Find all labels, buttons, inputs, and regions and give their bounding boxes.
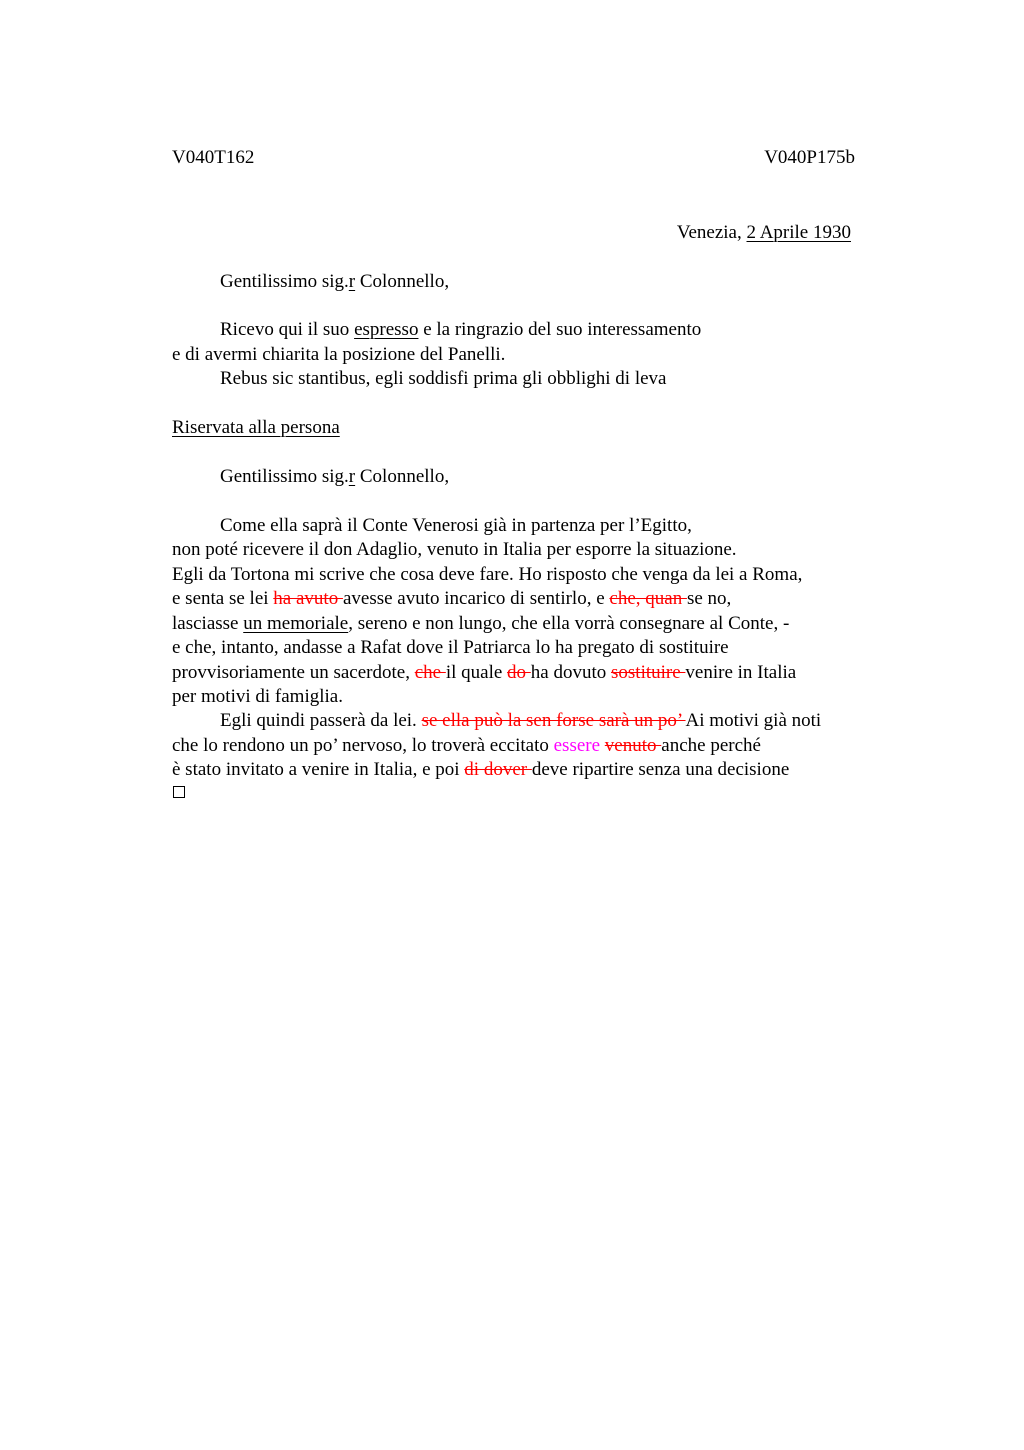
letter2-line: per motivi di famiglia. bbox=[172, 686, 343, 707]
salutation-abbrev: r bbox=[348, 271, 356, 292]
salutation-1 bbox=[220, 270, 449, 294]
letter2-line bbox=[172, 758, 789, 782]
date-line bbox=[677, 221, 851, 245]
right-code: V040P175b bbox=[764, 147, 855, 168]
salutation-text: Colonnello, bbox=[355, 466, 450, 487]
deleted-text: venuto bbox=[604, 735, 662, 756]
text-run: deve ripartire senza una decisione bbox=[531, 759, 790, 780]
letter2-line bbox=[172, 734, 761, 758]
text-run: Ai motivi già noti bbox=[685, 710, 822, 731]
end-box-icon bbox=[173, 786, 185, 798]
deleted-text: che, quan bbox=[609, 588, 687, 609]
salutation-abbrev: r bbox=[348, 466, 356, 487]
text-run: e la ringrazio del suo interessamento bbox=[418, 319, 702, 340]
text-run: se no, bbox=[686, 588, 732, 609]
deleted-text: ha avuto bbox=[273, 588, 343, 609]
text-run: , sereno e non lungo, che ella vorrà consegnare al Conte, - bbox=[348, 613, 790, 634]
letter2-line bbox=[220, 709, 821, 733]
text-run: anche perché bbox=[661, 735, 761, 756]
text-run: e senta se lei bbox=[172, 588, 274, 609]
deleted-text: do bbox=[507, 662, 531, 683]
text-run: che lo rendono un po’ nervoso, lo troverà eccitato bbox=[172, 735, 554, 756]
letter2-line bbox=[172, 612, 789, 636]
deleted-text: se ella può la sen forse sarà un po’ bbox=[421, 710, 686, 731]
left-code: V040T162 bbox=[172, 147, 255, 168]
salutation-text: Gentilissimo sig. bbox=[220, 466, 349, 487]
text-run: Egli quindi passerà da lei. bbox=[220, 710, 422, 731]
inserted-text: essere bbox=[553, 735, 601, 756]
letter2-line: e che, intanto, andasse a Rafat dove il Patriarca lo ha pregato di sostituire bbox=[172, 637, 729, 658]
salutation-text: Gentilissimo sig. bbox=[220, 271, 349, 292]
deleted-text: che bbox=[414, 662, 446, 683]
text-run: lasciasse bbox=[172, 613, 244, 634]
text-run: venire in Italia bbox=[685, 662, 797, 683]
salutation-text: Colonnello, bbox=[355, 271, 450, 292]
letter1-line bbox=[220, 318, 701, 342]
text-run: avesse avuto incarico di sentirlo, e bbox=[342, 588, 610, 609]
letter2-line: Egli da Tortona mi scrive che cosa deve fare. Ho risposto che venga da lei a Roma, bbox=[172, 564, 803, 585]
deleted-text: di dover bbox=[464, 759, 532, 780]
letter2-line bbox=[172, 587, 731, 611]
text-run: provvisoriamente un sacerdote, bbox=[172, 662, 415, 683]
salutation-2 bbox=[220, 465, 449, 489]
date-place: Venezia, bbox=[676, 222, 747, 243]
letter2-line: Come ella saprà il Conte Venerosi già in partenza per l’Egitto, bbox=[220, 515, 692, 536]
text-run: ha dovuto bbox=[530, 662, 611, 683]
text-run: è stato invitato a venire in Italia, e poi bbox=[172, 759, 465, 780]
text-run: Ricevo qui il suo bbox=[220, 319, 355, 340]
underlined-word: espresso bbox=[354, 319, 419, 340]
letter2-line: non poté ricevere il don Adaglio, venuto in Italia per esporre la situazione. bbox=[172, 539, 737, 560]
text-run: il quale bbox=[445, 662, 508, 683]
letter1-line: e di avermi chiarita la posizione del Panelli. bbox=[172, 344, 506, 365]
date-value: 2 Aprile 1930 bbox=[746, 222, 851, 243]
letter1-line: Rebus sic stantibus, egli soddisfi prima gli obblighi di leva bbox=[220, 368, 667, 389]
reserved-heading: Riservata alla persona bbox=[172, 417, 340, 438]
deleted-text: sostituire bbox=[611, 662, 686, 683]
underlined-phrase: un memoriale bbox=[243, 613, 349, 634]
letter2-line bbox=[172, 661, 796, 685]
